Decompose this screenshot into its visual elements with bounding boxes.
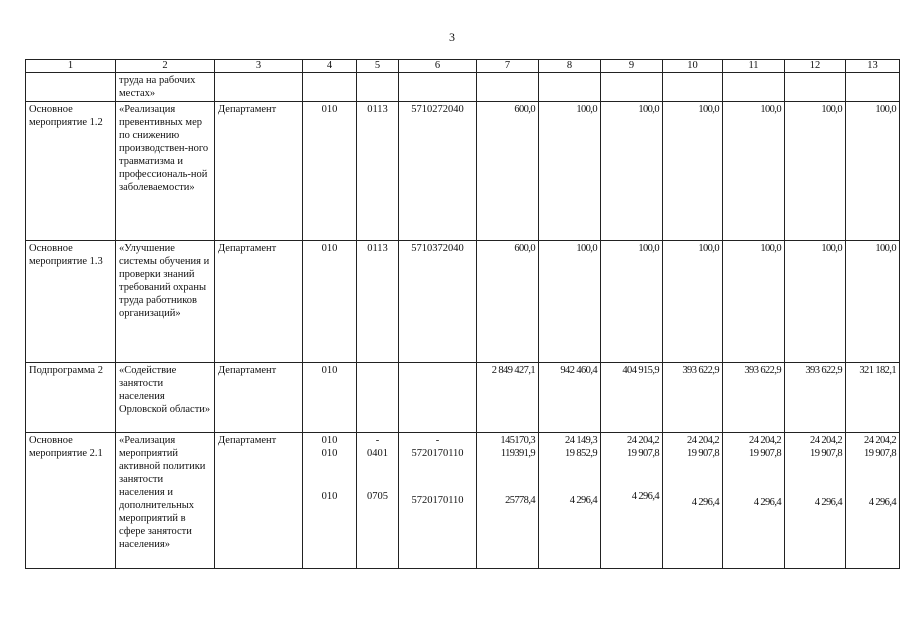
cell-value: 942 460,4	[539, 363, 601, 433]
cell-value	[601, 433, 663, 569]
cell-line: 24 149,3	[565, 435, 597, 446]
cell-csr: 5710272040	[399, 102, 477, 241]
cell-value	[539, 433, 601, 569]
cell-grbs	[303, 433, 357, 569]
cell-value	[663, 73, 723, 102]
cell-line: 24 204,2	[749, 435, 781, 446]
cell-line: 010	[321, 448, 338, 459]
table-row	[26, 363, 900, 433]
cell-line: 24 204,2	[864, 435, 896, 446]
cell-value	[539, 73, 601, 102]
page-number: 3	[449, 30, 455, 44]
cell-value: 100,0	[601, 241, 663, 363]
cell-value	[477, 433, 539, 569]
cell-name: Подпрограмма 2	[26, 363, 116, 433]
cell-line: 010	[321, 491, 338, 502]
column-header: 12	[785, 60, 846, 73]
column-header: 6	[399, 60, 477, 73]
cell-line: 5720170110	[411, 448, 464, 459]
budget-table	[25, 59, 900, 569]
cell-csr	[399, 363, 477, 433]
cell-line: 5720170110	[411, 495, 464, 506]
cell-line: 0705	[367, 491, 388, 502]
table-row	[26, 241, 900, 363]
table-row	[26, 433, 900, 569]
cell-grbs	[303, 73, 357, 102]
cell-line: 145170,3	[500, 435, 535, 446]
cell-csr	[399, 433, 477, 569]
column-header: 10	[663, 60, 723, 73]
column-header: 1	[26, 60, 116, 73]
cell-line: 24 204,2	[627, 435, 659, 446]
cell-line: 19 852,9	[565, 448, 597, 459]
column-header: 11	[723, 60, 785, 73]
cell-value	[785, 433, 846, 569]
cell-executor	[215, 73, 303, 102]
cell-value: 100,0	[785, 241, 846, 363]
cell-value: 321 182,1	[846, 363, 900, 433]
cell-value	[846, 433, 900, 569]
cell-line: -	[375, 435, 380, 446]
cell-value: 393 622,9	[785, 363, 846, 433]
cell-rzpr: 0113	[357, 241, 399, 363]
column-header: 4	[303, 60, 357, 73]
column-header: 9	[601, 60, 663, 73]
cell-csr: 5710372040	[399, 241, 477, 363]
cell-line: 25778,4	[505, 495, 535, 506]
column-header: 7	[477, 60, 539, 73]
cell-grbs: 010	[303, 241, 357, 363]
cell-name: Основное мероприятие 2.1	[26, 433, 116, 569]
cell-title: «Улучшение системы обучения и проверки знаний требований охраны труда работников организаций»	[116, 241, 215, 363]
cell-title: «Реализация мероприятий активной политики занятости населения и дополнительных мероприятий в сфере занятости населения»	[116, 433, 215, 569]
cell-line: 4 296,4	[868, 497, 896, 508]
cell-name: Основное мероприятие 1.3	[26, 241, 116, 363]
cell-grbs: 010	[303, 102, 357, 241]
cell-line: 4 296,4	[753, 497, 781, 508]
cell-title: «Содействие занятости населения Орловской области»	[116, 363, 215, 433]
cell-value: 600,0	[477, 241, 539, 363]
cell-line: 24 204,2	[810, 435, 842, 446]
cell-value	[663, 433, 723, 569]
cell-value	[477, 73, 539, 102]
cell-value: 600,0	[477, 102, 539, 241]
cell-line: 19 907,8	[627, 448, 659, 459]
cell-line: 119391,9	[500, 448, 535, 459]
cell-value: 100,0	[846, 102, 900, 241]
cell-line: 19 907,8	[810, 448, 842, 459]
cell-line: 0401	[367, 448, 388, 459]
cell-line: 19 907,8	[864, 448, 896, 459]
cell-executor: Департамент	[215, 433, 303, 569]
cell-value: 404 915,9	[601, 363, 663, 433]
cell-line: 4 296,4	[814, 497, 842, 508]
cell-rzpr: 0113	[357, 102, 399, 241]
cell-line: -	[435, 435, 440, 446]
column-header: 3	[215, 60, 303, 73]
cell-csr	[399, 73, 477, 102]
table-row	[26, 102, 900, 241]
cell-value	[723, 433, 785, 569]
cell-value	[785, 73, 846, 102]
cell-value	[846, 73, 900, 102]
cell-line: 19 907,8	[749, 448, 781, 459]
cell-value: 100,0	[723, 241, 785, 363]
column-header: 2	[116, 60, 215, 73]
cell-title: труда на рабочих местах»	[116, 73, 215, 102]
cell-rzpr	[357, 73, 399, 102]
cell-value: 393 622,9	[723, 363, 785, 433]
column-number-row	[26, 60, 900, 73]
cell-executor: Департамент	[215, 241, 303, 363]
cell-executor: Департамент	[215, 363, 303, 433]
cell-value: 100,0	[846, 241, 900, 363]
cell-value: 100,0	[539, 241, 601, 363]
cell-value: 393 622,9	[663, 363, 723, 433]
cell-rzpr	[357, 363, 399, 433]
cell-value: 100,0	[785, 102, 846, 241]
cell-value: 100,0	[539, 102, 601, 241]
cell-value: 2 849 427,1	[477, 363, 539, 433]
cell-name	[26, 73, 116, 102]
column-header: 13	[846, 60, 900, 73]
cell-value: 100,0	[601, 102, 663, 241]
cell-title: «Реализация превентивных мер по снижению производствен-ного травматизма и профессиональ-ной заболеваемости»	[116, 102, 215, 241]
cell-line: 19 907,8	[687, 448, 719, 459]
column-header: 5	[357, 60, 399, 73]
cell-line: 4 296,4	[569, 495, 597, 506]
cell-grbs: 010	[303, 363, 357, 433]
cell-value: 100,0	[723, 102, 785, 241]
cell-executor: Департамент	[215, 102, 303, 241]
cell-name: Основное мероприятие 1.2	[26, 102, 116, 241]
cell-value	[601, 73, 663, 102]
cell-line: 4 296,4	[631, 491, 659, 502]
table-row	[26, 73, 900, 102]
cell-line: 010	[321, 435, 338, 446]
cell-value: 100,0	[663, 241, 723, 363]
cell-rzpr	[357, 433, 399, 569]
cell-value	[723, 73, 785, 102]
column-header: 8	[539, 60, 601, 73]
cell-value: 100,0	[663, 102, 723, 241]
cell-line: 24 204,2	[687, 435, 719, 446]
cell-line: 4 296,4	[691, 497, 719, 508]
